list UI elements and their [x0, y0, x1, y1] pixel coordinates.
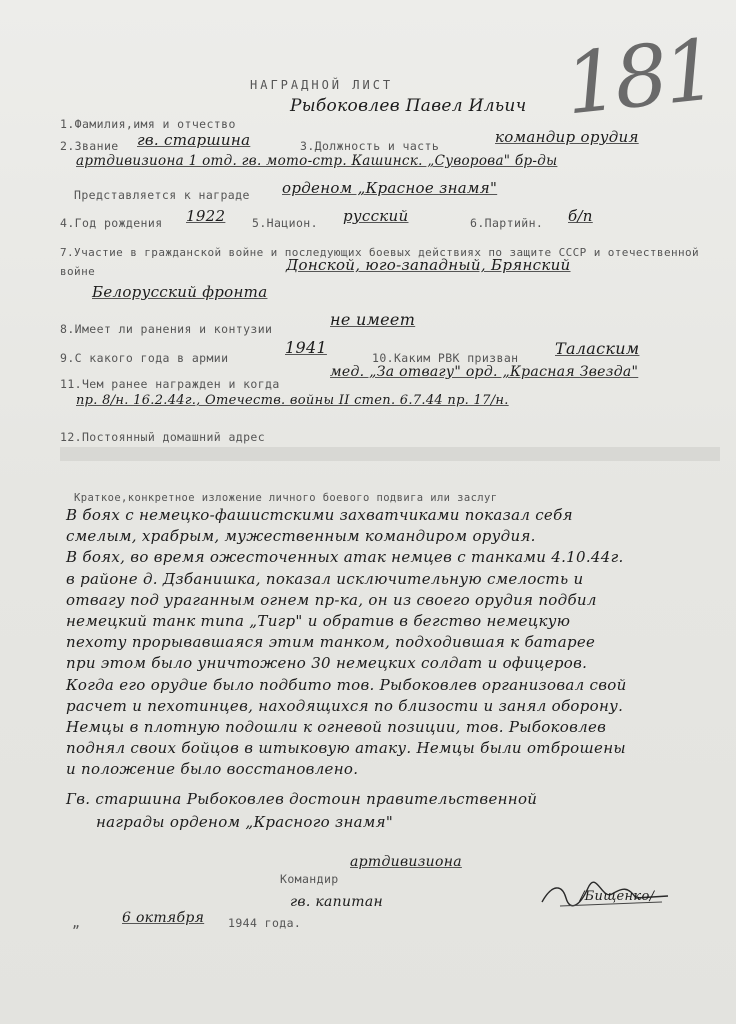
form-title: НАГРАДНОЙ ЛИСТ [250, 78, 394, 92]
field-1-label: 1.Фамилия,имя и отчество [60, 117, 236, 131]
summary-line: пехоту прорывавшаяся этим танком, подходившая к батарее [66, 633, 596, 651]
field-9-value: 1941 [285, 338, 327, 357]
commander-name: /Бищенко/ [580, 889, 655, 904]
summary-line: Немцы в плотную подошли к огневой позиции, тов. Рыбоковлев [66, 718, 607, 736]
summary-line: расчет и пехотинцев, находящихся по близости и занял оборону. [66, 697, 624, 715]
summary-line: немецкий танк типа „Тигр" и обратив в бегство немецкую [66, 612, 571, 630]
commander-unit: артдивизиона [350, 854, 462, 870]
conclusion-line: Гв. старшина Рыбоковлев достоин правительственной [66, 790, 538, 808]
summary-line: Когда его орудие было подбито тов. Рыбоковлев организовал свой [66, 676, 627, 694]
commander-rank: гв. капитан [290, 894, 384, 910]
field-3-label: 3.Должность и часть [300, 139, 440, 153]
field-3-value-a: командир орудия [495, 128, 639, 146]
summary-line: при этом было уничтожено 30 немецких солдат и офицеров. [66, 654, 588, 672]
summary-line: и положение было восстановлено. [66, 760, 359, 778]
redacted-address [60, 447, 720, 461]
archive-number: 181 [560, 20, 719, 134]
field-11-value-a: мед. „За отвагу" орд. „Красная Звезда" [330, 364, 639, 380]
summary-line: в районе д. Дзбанишка, показал исключительную смелость и [66, 570, 584, 588]
field-7-value-b: Белорусский фронта [92, 283, 268, 301]
field-9-label: 9.С какого года в армии [60, 351, 229, 365]
field-6-value: б/п [568, 207, 593, 225]
field-4-label: 4.Год рождения [60, 216, 163, 230]
summary-line: В боях, во время ожесточенных атак немцев с танками 4.10.44г. [66, 548, 624, 566]
field-8-value: не имеет [330, 310, 416, 329]
conclusion-line: награды орденом „Красного знамя" [96, 813, 394, 831]
commander-label: Командир [280, 872, 339, 886]
field-3-value-b: артдивизиона 1 отд. гв. мото-стр. Кашинск. „Суворова" бр-ды [76, 153, 558, 169]
field-1-value: Рыбоковлев Павел Ильич [290, 96, 527, 116]
field-8-label: 8.Имеет ли ранения и контузии [60, 322, 273, 336]
summary-line: отвагу под ураганным огнем пр-ка, он из своего орудия подбил [66, 591, 597, 609]
date-year-label: 1944 года. [228, 916, 302, 930]
field-11-label: 11.Чем ранее награжден и когда [60, 377, 280, 391]
field-5-label: 5.Национ. [252, 216, 318, 230]
field-10-value: Таласким [555, 339, 640, 358]
field-7-value-a: Донской, юго-западный, Брянский [286, 256, 571, 274]
field-11-value-b: пр. 8/н. 16.2.44г., Отечеств. войны II степ. 6.7.44 пр. 17/н. [76, 393, 509, 408]
field-2-value: гв. старшина [137, 131, 251, 149]
date-day-month: 6 октября [122, 910, 205, 926]
field-2-label: 2.Звание [60, 139, 119, 153]
present-value: орденом „Красное знамя" [282, 179, 498, 197]
summary-heading: Краткое,конкретное изложение личного боевого подвига или заслуг [74, 492, 498, 504]
present-label: Представляется к награде [74, 188, 250, 202]
field-10-label: 10.Каким РВК призван [372, 351, 519, 365]
summary-line: поднял своих бойцов в штыковую атаку. Немцы были отброшены [66, 739, 626, 757]
summary-line: смелым, храбрым, мужественным командиром орудия. [66, 527, 536, 545]
field-7-label: 7.Участие в гражданской войне и последующих боевых действиях по защите СССР и отечественной войне [60, 246, 700, 278]
field-6-label: 6.Партийн. [470, 216, 544, 230]
field-4-value: 1922 [186, 207, 226, 225]
field-5-value: русский [343, 207, 409, 225]
field-12-label: 12.Постоянный домашний адрес [60, 430, 266, 444]
date-quote-open: „ [72, 916, 81, 931]
summary-line: В боях с немецко-фашистскими захватчиками показал себя [66, 506, 573, 524]
